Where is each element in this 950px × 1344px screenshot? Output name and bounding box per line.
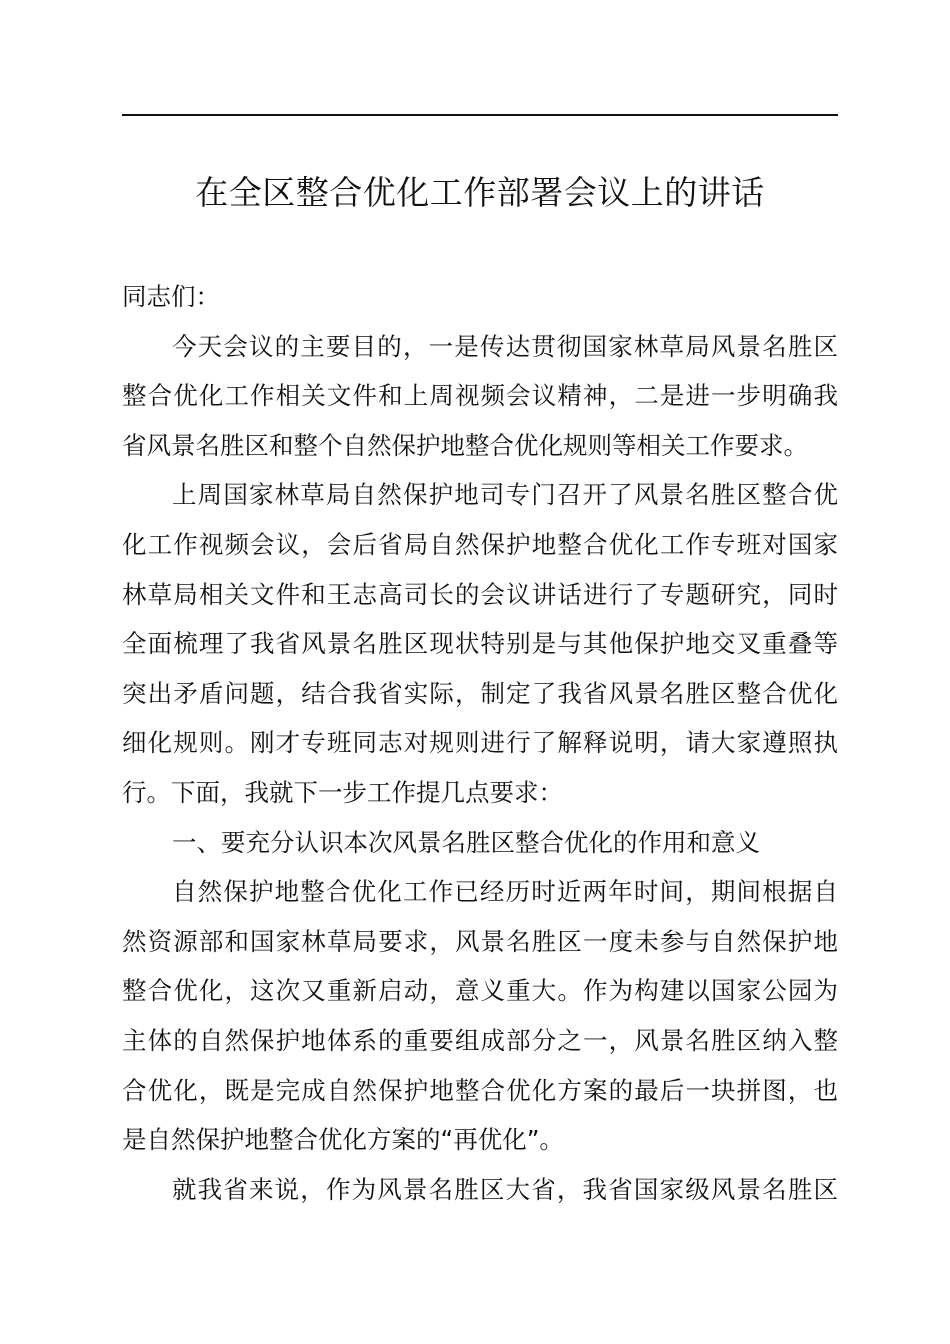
paragraph-line: 林草局相关文件和王志高司长的会议讲话进行了专题研究，同时 [122, 579, 838, 609]
paragraph-line: 就我省来说，作为风景名胜区大省，我省国家级风景名胜区 [172, 1174, 838, 1204]
paragraph-line: 突出矛盾问题，结合我省实际，制定了我省风景名胜区整合优化 [122, 678, 838, 708]
document-title: 在全区整合优化工作部署会议上的讲话 [195, 173, 765, 212]
paragraph-line: 上周国家林草局自然保护地司专门召开了风景名胜区整合优 [172, 480, 838, 510]
salutation: 同志们： [122, 282, 220, 311]
header-rule [122, 114, 838, 116]
paragraph-line: 自然保护地整合优化工作已经历时近两年时间，期间根据自 [172, 877, 838, 907]
paragraph-line: 省风景名胜区和整个自然保护地整合优化规则等相关工作要求。 [122, 430, 808, 460]
paragraph-line: 行。下面，我就下一步工作提几点要求： [122, 777, 563, 807]
paragraph-line: 化工作视频会议，会后省局自然保护地整合优化工作专班对国家 [122, 529, 838, 559]
paragraph-line: 今天会议的主要目的，一是传达贯彻国家林草局风景名胜区 [172, 331, 838, 361]
section-heading: 一、要充分认识本次风景名胜区整合优化的作用和意义 [172, 827, 760, 857]
paragraph-line: 细化规则。刚才专班同志对规则进行了解释说明，请大家遵照执 [122, 728, 838, 758]
paragraph-line: 然资源部和国家林草局要求，风景名胜区一度未参与自然保护地 [122, 926, 838, 956]
paragraph-line: 全面梳理了我省风景名胜区现状特别是与其他保护地交叉重叠等 [122, 629, 838, 659]
paragraph-line: 主体的自然保护地体系的重要组成部分之一，风景名胜区纳入整 [122, 1025, 838, 1055]
paragraph-line: 是自然保护地整合优化方案的“再优化”。 [122, 1125, 564, 1155]
paragraph-line: 整合优化工作相关文件和上周视频会议精神，二是进一步明确我 [122, 381, 838, 411]
paragraph-line: 整合优化，这次又重新启动，意义重大。作为构建以国家公园为 [122, 976, 838, 1006]
paragraph-line: 合优化，既是完成自然保护地整合优化方案的最后一块拼图，也 [122, 1075, 838, 1105]
document-body [122, 272, 838, 1214]
